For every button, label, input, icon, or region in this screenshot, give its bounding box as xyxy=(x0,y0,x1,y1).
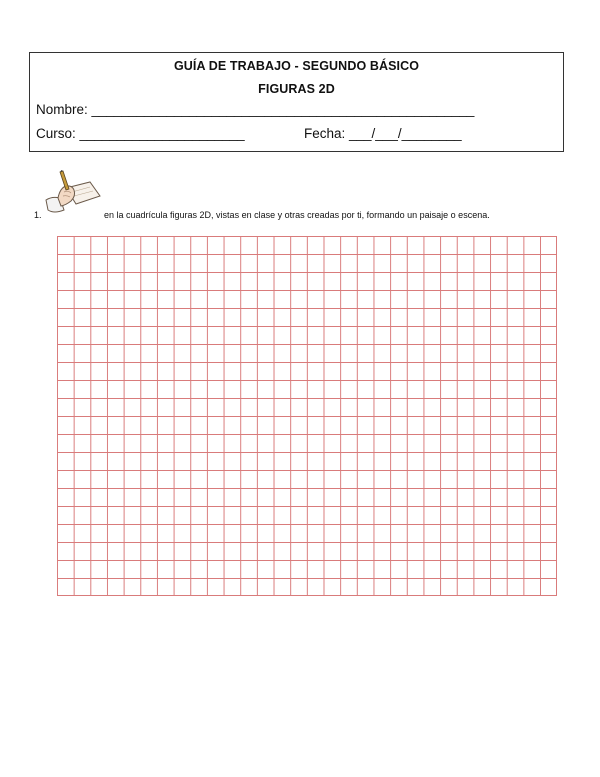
worksheet-subtitle: FIGURAS 2D xyxy=(258,82,335,96)
instruction-text: en la cuadrícula figuras 2D, vistas en clase y otras creadas por ti, formando un paisaje o escena. xyxy=(104,210,490,220)
header-box xyxy=(29,52,564,152)
nombre-field: Nombre: ___________________________________________________ xyxy=(36,102,475,117)
curso-field: Curso: ______________________ xyxy=(36,126,245,141)
fecha-field: Fecha: ___/___/________ xyxy=(304,126,462,141)
worksheet-title: GUÍA DE TRABAJO - SEGUNDO BÁSICO xyxy=(173,59,420,73)
instruction-1 xyxy=(34,210,490,220)
drawing-grid[interactable] xyxy=(57,236,557,596)
instruction-number: 1. xyxy=(34,210,42,220)
